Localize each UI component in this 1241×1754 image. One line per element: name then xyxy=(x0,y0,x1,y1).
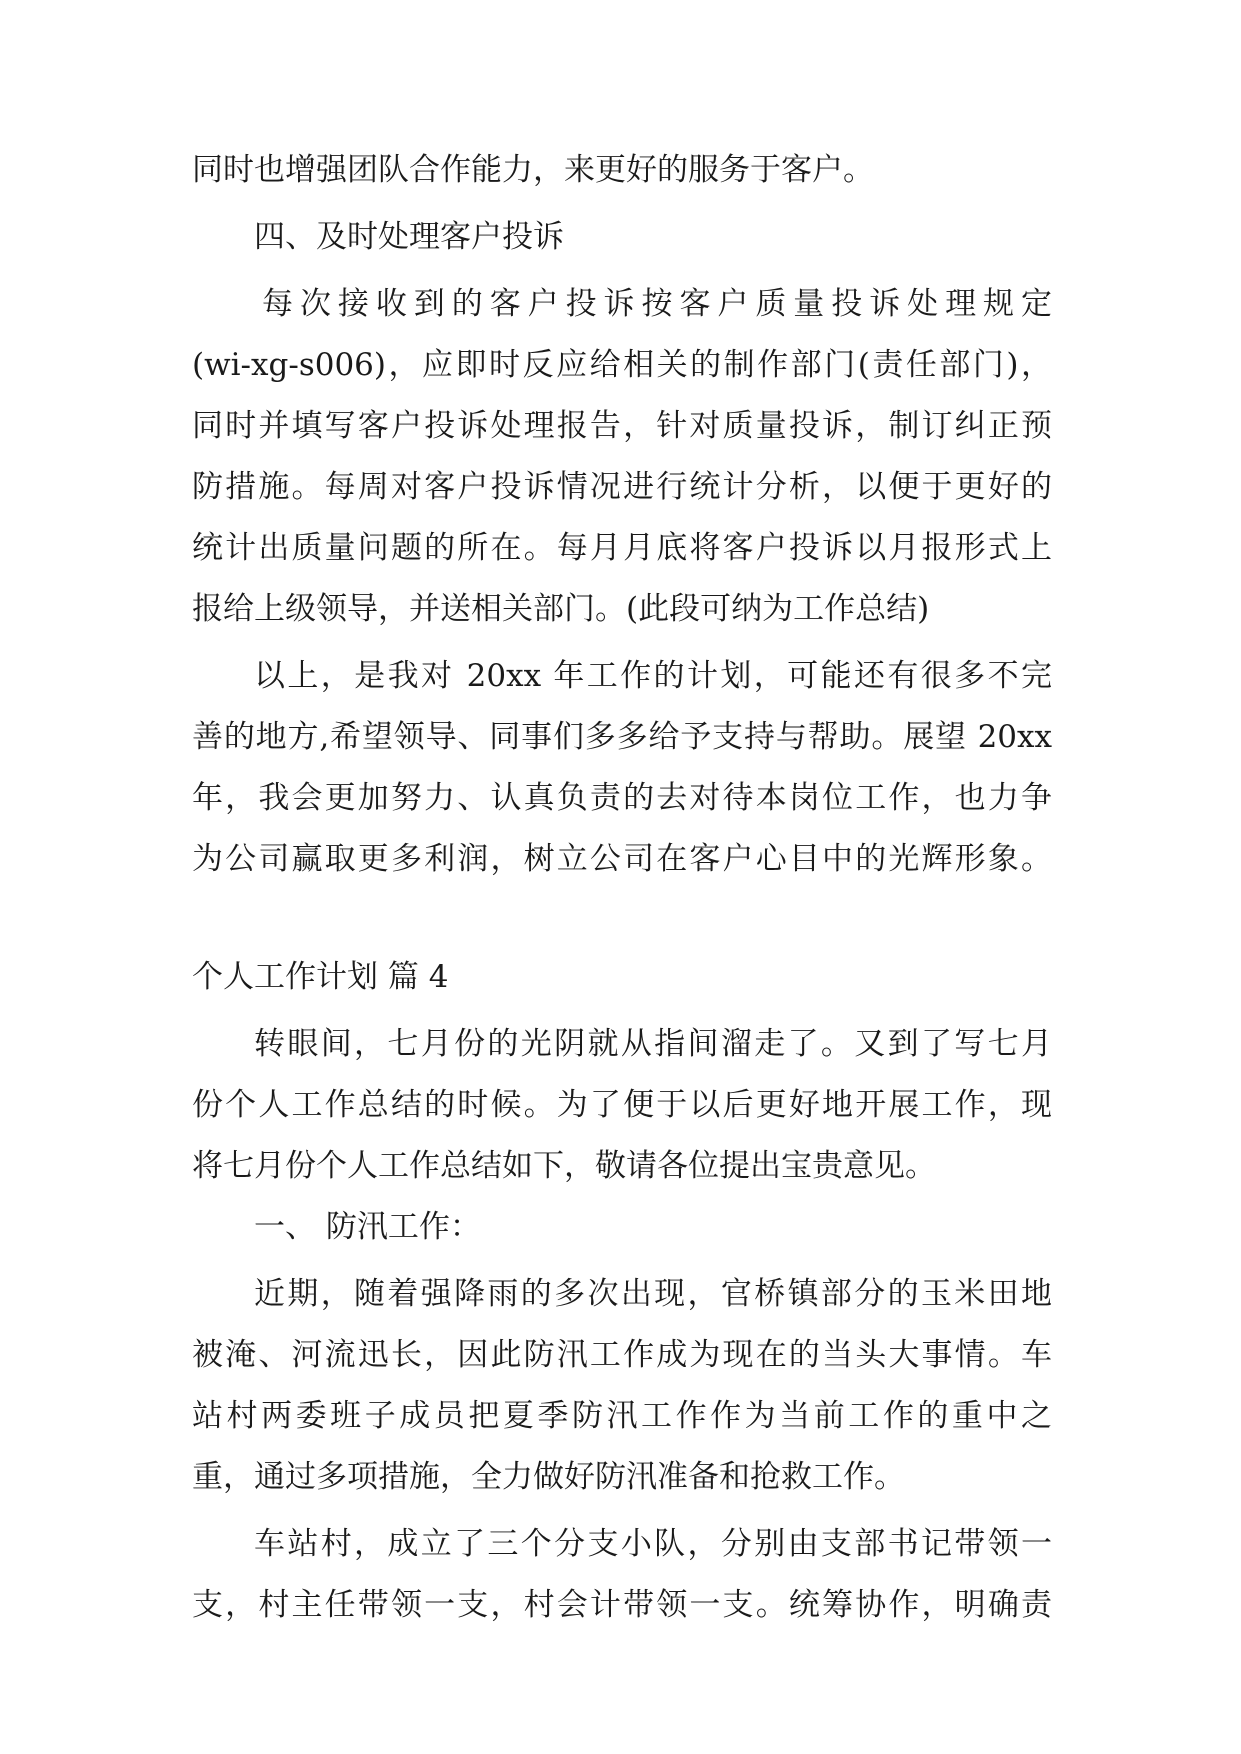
paragraph-line: 报给上级领导，并送相关部门。(此段可纳为工作总结) xyxy=(192,591,930,627)
paragraph-line: 防措施。每周对客户投诉情况进行统计分析，以便于更好的 xyxy=(192,469,1052,505)
paragraph-line: 站村两委班子成员把夏季防汛工作作为当前工作的重中之 xyxy=(192,1398,1052,1434)
section-heading: 四、及时处理客户投诉 xyxy=(254,219,564,255)
paragraph-line: 同时并填写客户投诉处理报告，针对质量投诉，制订纠正预 xyxy=(192,408,1052,444)
section-title: 个人工作计划 篇 4 xyxy=(192,959,449,995)
paragraph-line: 车站村，成立了三个分支小队，分别由支部书记带领一 xyxy=(254,1526,1052,1562)
paragraph-line: (wi-xg-s006)，应即时反应给相关的制作部门(责任部门)， xyxy=(192,347,1052,383)
paragraph-line: 年，我会更加努力、认真负责的去对待本岗位工作，也力争 xyxy=(192,780,1052,816)
paragraph-line: 为公司赢取更多利润，树立公司在客户心目中的光辉形象。 xyxy=(192,841,1052,877)
paragraph-line: 被淹、河流迅长，因此防汛工作成为现在的当头大事情。车 xyxy=(192,1337,1052,1373)
paragraph-line: 将七月份个人工作总结如下，敬请各位提出宝贵意见。 xyxy=(192,1148,936,1184)
paragraph-line: 转眼间，七月份的光阴就从指间溜走了。又到了写七月 xyxy=(254,1026,1052,1062)
paragraph-line: 重，通过多项措施，全力做好防汛准备和抢救工作。 xyxy=(192,1459,905,1495)
paragraph-line: 近期，随着强降雨的多次出现，官桥镇部分的玉米田地 xyxy=(254,1276,1052,1312)
section-heading: 一、 防汛工作： xyxy=(254,1209,481,1245)
paragraph-line: 支，村主任带领一支，村会计带领一支。统筹协作，明确责 xyxy=(192,1587,1052,1623)
paragraph-line: 以上，是我对 20xx 年工作的计划，可能还有很多不完 xyxy=(254,658,1052,694)
paragraph-line: 善的地方,希望领导、同事们多多给予支持与帮助。展望 20xx xyxy=(192,719,1052,755)
paragraph-line: 同时也增强团队合作能力，来更好的服务于客户。 xyxy=(192,152,874,188)
paragraph-line: 统计出质量问题的所在。每月月底将客户投诉以月报形式上 xyxy=(192,530,1052,566)
paragraph-line: 份个人工作总结的时候。为了便于以后更好地开展工作，现 xyxy=(192,1087,1052,1123)
paragraph-line: 每次接收到的客户投诉按客户质量投诉处理规定 xyxy=(262,286,1052,322)
